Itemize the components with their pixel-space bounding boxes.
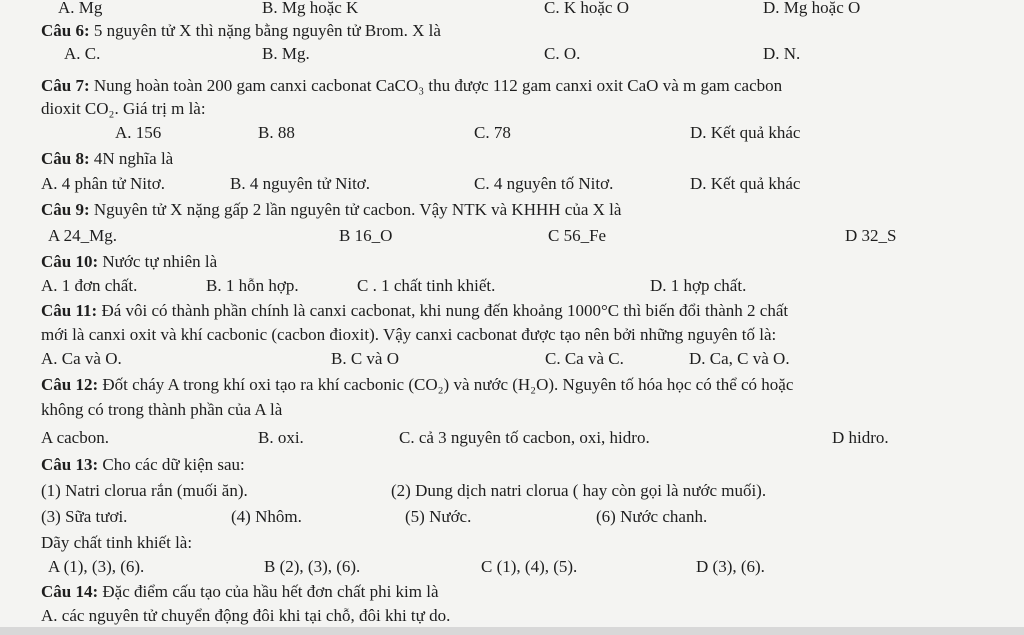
option-d: D 32_S: [845, 226, 897, 245]
option-b: B. Mg.: [262, 44, 310, 63]
option-c: C. 78: [474, 123, 511, 142]
option-b: B. oxi.: [258, 428, 304, 447]
option-b: B (2), (3), (6).: [264, 557, 361, 576]
option-c: C. O.: [544, 44, 581, 63]
question-label: Câu 8:: [41, 149, 90, 168]
question-text: Đặc điểm cấu tạo của hầu hết đơn chất phi kim là: [98, 582, 439, 601]
option-d: D. Kết quả khác: [690, 174, 801, 193]
option-b: B 16_O: [339, 226, 393, 245]
option-a: A. 4 phân tử Nitơ.: [41, 174, 165, 193]
item-1: (1) Natri clorua rắn (muối ăn).: [41, 481, 248, 500]
question-label: Câu 11:: [41, 301, 98, 320]
option-b: B. 1 hỗn hợp.: [206, 276, 299, 295]
option-c: C. 4 nguyên tố Nitơ.: [474, 174, 614, 193]
option-a: A. Ca và O.: [41, 349, 122, 368]
option-a: A. C.: [64, 44, 101, 63]
item-4: (4) Nhôm.: [231, 507, 302, 526]
option-a: A cacbon.: [41, 428, 109, 447]
question-text: 5 nguyên tử X thì nặng bằng nguyên tử Brom. X là: [89, 21, 441, 40]
question-label: Câu 6:: [41, 21, 90, 40]
option-d: D (3), (6).: [696, 557, 765, 576]
question-label: Câu 14:: [41, 582, 99, 601]
item-2: (2) Dung dịch natri clorua ( hay còn gọi là nước muối).: [391, 481, 767, 500]
option-a: A. 156: [115, 123, 162, 142]
option-c: C (1), (4), (5).: [481, 557, 578, 576]
question-label: Câu 13:: [41, 455, 99, 474]
item-6: (6) Nước chanh.: [596, 507, 708, 526]
option-d: D. 1 hợp chất.: [650, 276, 747, 295]
question-label: Câu 12:: [41, 375, 99, 394]
option-c: C . 1 chất tinh khiết.: [357, 276, 496, 295]
question-text: Nguyên tử X nặng gấp 2 lần nguyên tử cacbon. Vậy NTK và KHHH của X là: [89, 200, 622, 219]
exam-page: A. Mg B. Mg hoặc K C. K hoặc O D. Mg hoặc O Câu 6: 5 nguyên tử X thì nặng bằng nguyên tử Brom. X là A. C. B. Mg. C. O. D. N. Câu 7: Nung hoàn toàn 200 gam canxi cacbonat CaCO₃ thu được 112 gam canxi oxit CaO và m gam cacbon dioxit CO₂. Giá trị m là: A. 156 B. 88 C. 78 D. Kết quả khác Câu 8: 4N nghĩa là A. 4 phân tử Nitơ. B. 4 nguyên tử Nitơ. C. 4 nguyên tố Nitơ. D. Kết quả khác Câu 9: Nguyên tử X nặng gấp 2 lần nguyên tử cacbon. Vậy NTK và KHHH của X là A 24_Mg. B 16_O C 56_Fe D 32_S Câu 10: Nước tự nhiên là A. 1 đơn chất. B. 1 hỗn hợp. C . 1 chất tinh khiết. D. 1 hợp chất. Câu 11: Đá vôi có thành phần chính là canxi cacbonat, khi nung đến khoảng 1000°C thì biến đổi thành 2 chất mới là canxi oxit và khí cacbonic (cacbon đioxit). Vậy canxi cacbonat được tạo nên bởi những nguyên tố là: A. Ca và O. B. C và O C. Ca và C. D. Ca, C và O. Câu 12: Đốt cháy A trong khí oxi tạo ra khí cacbonic (CO₂) và nước (H₂O). Nguyên tố hóa học có thể có hoặc không có trong thành phần của A là A cacbon. B. oxi. C. cả 3 nguyên tố cacbon, oxi, hidro. D hidro. Câu 13: Cho các dữ kiện sau: (1) Natri clorua rắn (muối ăn). (2) Dung dịch natri clorua ( hay còn gọi là nước muối). (3) Sữa tươi. (4) Nhôm. (5) Nước. (6) Nước chanh. Dãy chất tinh khiết là: A (1), (3), (6). B (2), (3), (6). C (1), (4), (5). D (3), (6). Câu 14: Đặc điểm cấu tạo của hầu hết đơn chất phi kim là A. các nguyên tử chuyển động đôi khi tại chỗ, đôi khi tự do.: [0, 0, 1024, 635]
item-5: (5) Nước.: [405, 507, 472, 526]
option-d: D. Ca, C và O.: [689, 349, 790, 368]
item-3: (3) Sữa tươi.: [41, 507, 128, 526]
bottom-edge: [0, 627, 1024, 635]
option-c: C. Ca và C.: [545, 349, 624, 368]
option-c: C. cả 3 nguyên tố cacbon, oxi, hidro.: [399, 428, 650, 447]
question-label: Câu 10:: [41, 252, 99, 271]
question-text: Cho các dữ kiện sau:: [98, 455, 245, 474]
option-d: D. N.: [763, 44, 801, 63]
option-d: D hidro.: [832, 428, 889, 447]
option-b: B. Mg hoặc K: [262, 0, 359, 17]
option-a: A. 1 đơn chất.: [41, 276, 138, 295]
question-text: 4N nghĩa là: [89, 149, 174, 168]
question-text: Đá vôi có thành phần chính là canxi cacbonat, khi nung đến khoảng 1000°C thì biến đổi thành 2 chất: [97, 301, 789, 320]
question-text: Nung hoàn toàn 200 gam canxi cacbonat CaCO₃ thu được 112 gam canxi oxit CaO và m gam cacbon: [89, 76, 783, 95]
option-b: B. 4 nguyên tử Nitơ.: [230, 174, 371, 193]
option-b: B. C và O: [331, 349, 399, 368]
question-label: Câu 9:: [41, 200, 90, 219]
option-c: C 56_Fe: [548, 226, 607, 245]
question-text: Nước tự nhiên là: [98, 252, 218, 271]
option-d: D. Mg hoặc O: [763, 0, 861, 17]
option-a: A (1), (3), (6).: [48, 557, 145, 576]
question-text: Đốt cháy A trong khí oxi tạo ra khí cacbonic (CO₂) và nước (H₂O). Nguyên tố hóa học có thể có hoặc: [98, 375, 794, 394]
option-a: A 24_Mg.: [48, 226, 117, 245]
option-d: D. Kết quả khác: [690, 123, 801, 142]
question-label: Câu 7:: [41, 76, 90, 95]
option-c: C. K hoặc O: [544, 0, 629, 17]
option-a: A. Mg: [58, 0, 103, 17]
option-a: A. các nguyên tử chuyển động đôi khi tại chỗ, đôi khi tự do.: [41, 606, 451, 625]
option-b: B. 88: [258, 123, 295, 142]
